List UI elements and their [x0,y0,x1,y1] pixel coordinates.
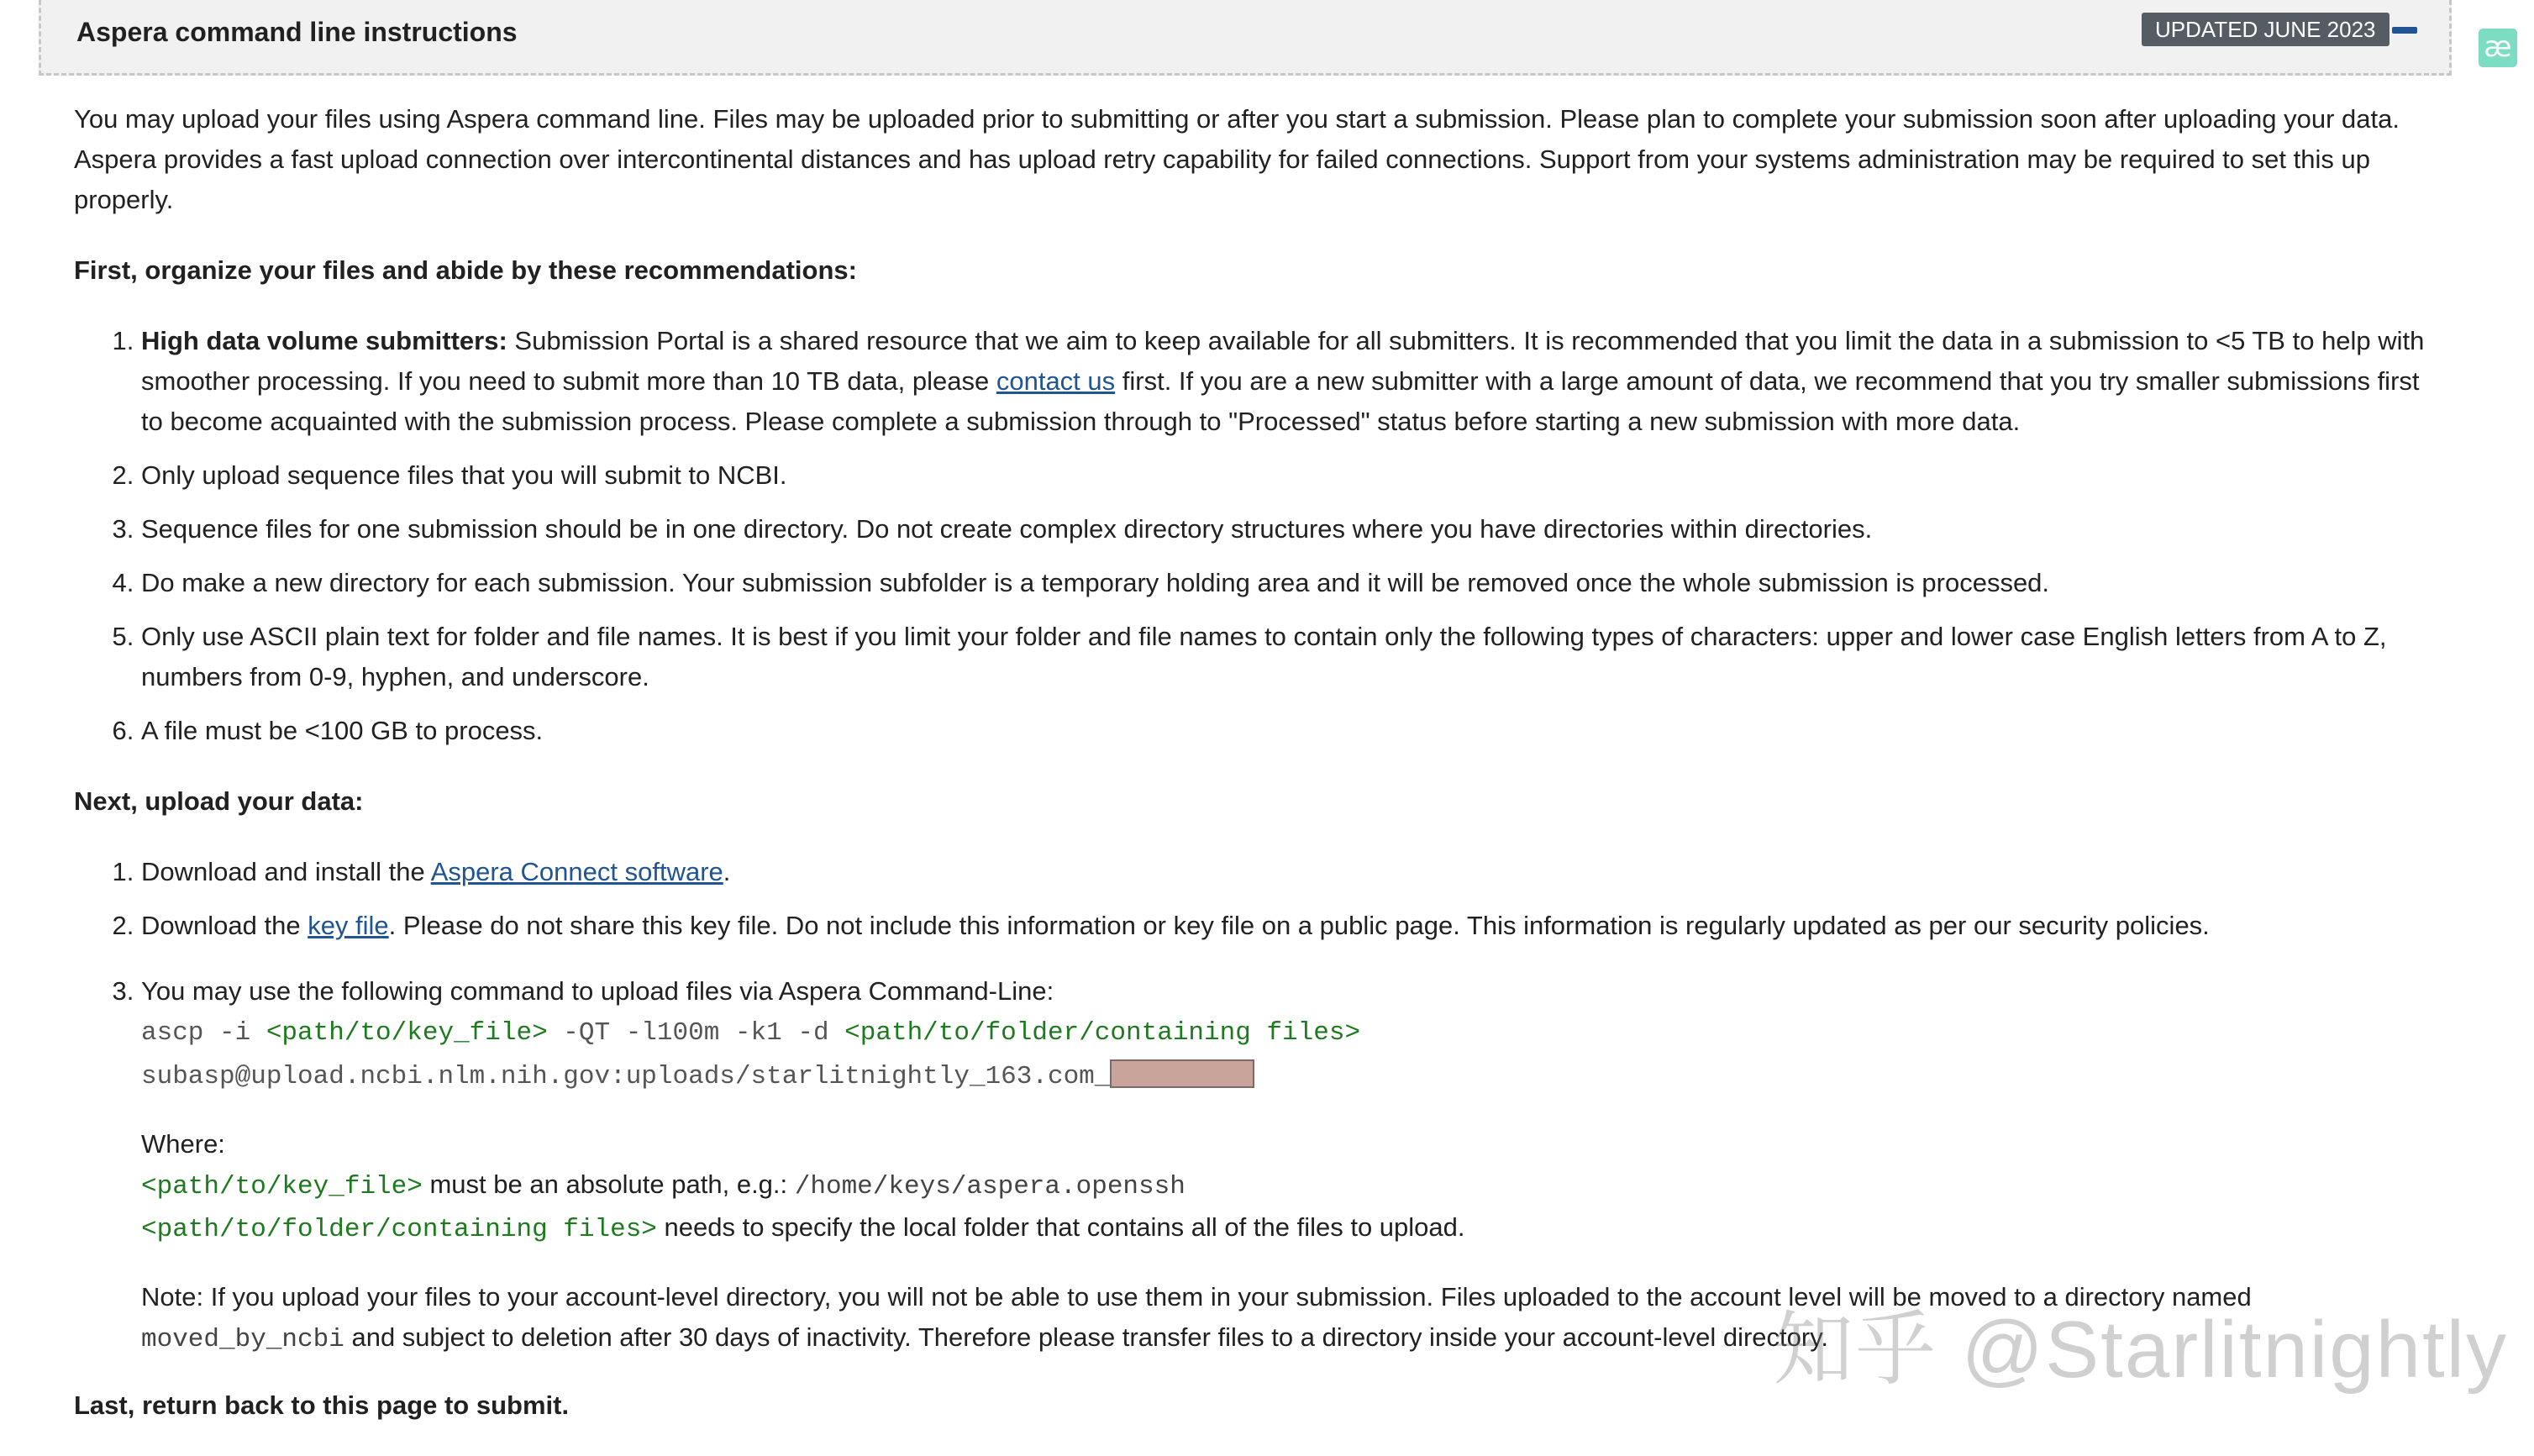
first-heading: First, organize your files and abide by these recommendations: [74,255,857,285]
command-line-1 [141,1012,2426,1055]
step-text: . [723,857,731,886]
folder-placeholder: <path/to/folder/containing files> [141,1215,657,1244]
aspera-connect-link[interactable]: Aspera Connect software [430,857,723,886]
moved-by-ncbi-code: moved_by_ncbi [141,1325,344,1354]
command-folder-placeholder: <path/to/folder/containing files> [844,1018,1361,1048]
command-text: -QT -l100m -k1 -d [547,1018,845,1048]
list-item: 2. Only upload sequence files that you will submit to NCBI. [141,455,2426,496]
item-text: first. If you are a new submitter with a large amount of data, we recommend that you try smaller submissions first to become acquainted with the submission process. Please complete a submission through to "Processed" status before starting a new submission with more data. [141,366,2420,436]
collapse-minus-icon[interactable] [2392,27,2417,34]
list-item: 6. A file must be <100 GB to process. [141,711,2426,751]
instructions-panel-header [39,0,2452,76]
key-placeholder: <path/to/key_file> [141,1172,423,1201]
step-text: 3. You may use the following command to upload files via Aspera Command-Line: [141,976,1054,1006]
list-item [141,321,2426,442]
list-item: 5. Only use ASCII plain text for folder and file names. It is best if you limit your folder and file names to contain only the following types of characters: upper and lower case English letters from A to Z, numbers from 0-9, hyphen, and underscore. [141,617,2426,697]
last-heading: Last, return back to this page to submit. [74,1390,570,1420]
key-file-link[interactable]: key file [308,911,389,940]
where-text: needs to specify the local folder that contains all of the files to upload. [656,1212,1465,1242]
upload-steps-list [74,852,2426,1360]
command-text: ascp -i [141,1018,266,1048]
recommendations-list [74,321,2426,751]
where-block [141,1124,2426,1250]
intro-paragraph: You may upload your files using Aspera command line. Files may be uploaded prior to submitting or after you start a submission. Please plan to complete your submission soon after uploading your data. Aspera provides a fast upload connection over intercontinental distances and has upload retry capability for failed connections. Support from your systems administration may be required to set this up properly. [74,104,2400,214]
redacted-block [1110,1059,1254,1088]
watermark: 知乎 @Starlitnightly [1773,1305,2509,1395]
command-destination: subasp@upload.ncbi.nlm.nih.gov:uploads/starlitnightly_163.com_ [141,1062,1111,1091]
panel-title: Aspera command line instructions [76,17,518,47]
step-text: Download and install the [141,857,431,886]
where-text: must be an absolute path, e.g.: [422,1170,795,1199]
step-text: Download the [141,911,308,940]
note-text: Note: If you upload your files to your account-level directory, you will not be able to use them in your submission. Files uploaded to the account level will be moved to a directory named [141,1282,2252,1311]
updated-badge: UPDATED JUNE 2023 [2142,13,2389,46]
next-heading: Next, upload your data: [74,786,364,816]
command-line-2 [141,1055,2426,1099]
list-item: 3. Sequence files for one submission should be in one directory. Do not create complex directory structures where you have directories within directories. [141,509,2426,549]
instructions-body [74,99,2426,1456]
list-item [141,906,2426,946]
browser-extension-icon[interactable]: æ [2479,29,2517,67]
command-key-placeholder: <path/to/key_file> [265,1018,548,1048]
where-label: Where: [141,1129,225,1159]
item-text: Submission Portal is a shared resource that we aim to keep available for all submitters. It is recommended that you limit the data in a submission to <5 TB to help with smoother processing. If you need to submit more than 10 TB data, please [141,326,2425,396]
list-item [141,852,2426,892]
where-folder-line [141,1207,2426,1250]
key-example-path: /home/keys/aspera.openssh [794,1172,1186,1201]
note-text: and subject to deletion after 30 days of inactivity. Therefore please transfer files to a directory inside your account-level directory. [344,1322,1829,1352]
list-item: 4. Do make a new directory for each submission. Your submission subfolder is a temporary holding area and it will be removed once the whole submission is processed. [141,563,2426,603]
contact-us-link[interactable]: contact us [996,366,1116,396]
item-bold-label: High data volume submitters: [141,326,507,355]
where-key-line [141,1164,2426,1207]
step-text: . Please do not share this key file. Do not include this information or key file on a public page. This information is regularly updated as per our security policies. [388,911,2210,940]
